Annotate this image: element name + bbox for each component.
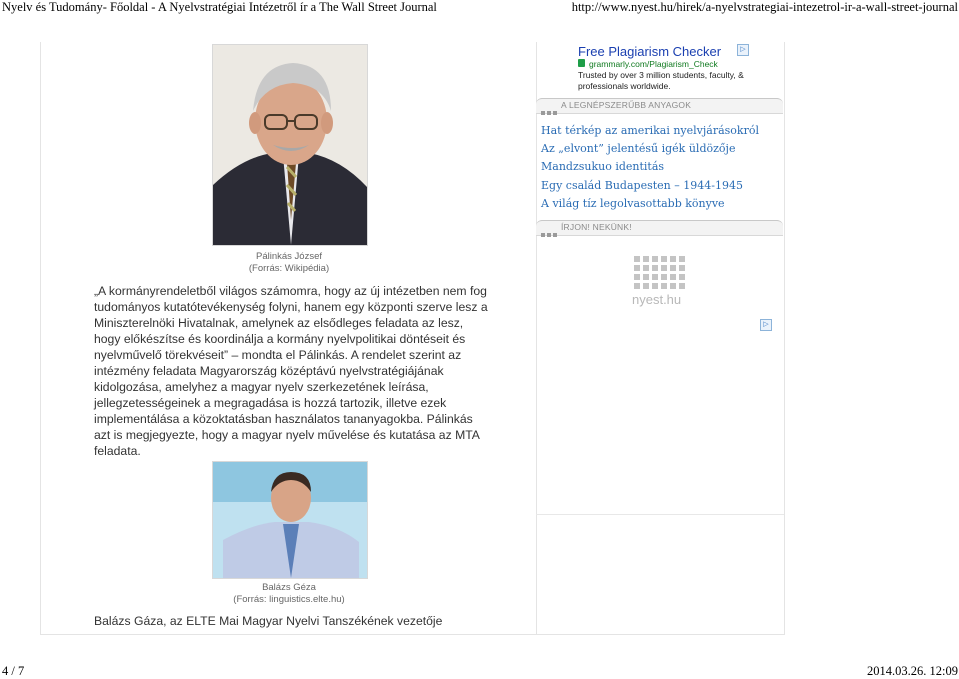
sidebar-right-border bbox=[784, 42, 785, 634]
content-left-border bbox=[40, 42, 41, 634]
photo-palinkas-jozsef bbox=[212, 44, 368, 246]
article-subheading: Balázs Gáza, az ELTE Mai Magyar Nyelvi Tanszékének vezetője bbox=[94, 614, 443, 628]
popular-links-list bbox=[541, 122, 759, 213]
popular-link[interactable]: Egy család Budapesten – 1944-1945 bbox=[541, 178, 743, 192]
popular-link[interactable]: Mandzsukuo identitás bbox=[541, 160, 665, 174]
ad-choices-icon[interactable]: ▷ bbox=[737, 44, 749, 56]
ad-url-link[interactable]: grammarly.com/Plagiarism_Check bbox=[589, 59, 718, 69]
ad-choices-icon-2[interactable]: ▷ bbox=[760, 319, 772, 331]
nyest-logo[interactable] bbox=[632, 254, 692, 310]
print-header-url[interactable]: http://www.nyest.hu/hirek/a-nyelvstrategiai-intezetrol-ir-a-wall-street-journal bbox=[571, 0, 958, 14]
bullet-dots-icon bbox=[541, 224, 559, 242]
popular-link[interactable]: Az „elvont” jelentésű igék üldözője bbox=[541, 142, 736, 156]
sidebar-separator bbox=[536, 514, 784, 515]
sidebar-left-border bbox=[536, 42, 537, 634]
write-us-section-header bbox=[536, 220, 783, 236]
popular-link[interactable]: A világ tíz legolvasottabb könyve bbox=[541, 196, 725, 210]
article-body-paragraph: „A kormányrendeletből világos számomra, hogy az új intézetben nem fog tudományos kutatótevékenység folyni, hanem egy központi szerve lesz a Miniszterelnöki Hivatalnak, amelynek az elsődleges feladata az lesz, hogy előkészítse és koordinálja a kormány nyelvpolitikai döntéseit és nyelvművelő törekvéseit” – mondta el Pálinkás. A rendelet szerint az intézmény feladata Magyarország középtávú nyelvstratégiájának kidolgozása, amelyhez a magyar nyelv szerkezetének leírása, jellegzetességeinek a megragadása is hozzá tartozik, illetve ezek implementálása a közoktatásban használatos tananyagokba. Pálinkás azt is megjegyezte, hogy a magyar nyelv művelése és kutatása az MTA feladata. bbox=[94, 284, 488, 458]
photo1-caption bbox=[169, 251, 409, 275]
ad-title-link[interactable]: Free Plagiarism Checker bbox=[578, 44, 722, 59]
ad-favicon-icon bbox=[578, 59, 585, 67]
popular-link[interactable]: Hat térkép az amerikai nyelvjárásokról bbox=[541, 124, 759, 137]
photo1-caption-name: Pálinkás József bbox=[255, 251, 322, 262]
logo-wordmark: nyest.hu bbox=[632, 292, 682, 307]
ad-description: Trusted by over 3 million students, faculty, & professionals worldwide. bbox=[578, 70, 744, 91]
photo2-caption bbox=[169, 582, 409, 606]
content-bottom-border bbox=[40, 634, 785, 635]
write-us-title[interactable]: ÍRJON! NEKÜNK! bbox=[561, 222, 632, 232]
print-header-title: Nyelv és Tudomány- Főoldal - A Nyelvstratégiai Intézetről ír a The Wall Street Journal bbox=[2, 0, 437, 14]
print-footer-page: 4 / 7 bbox=[2, 664, 25, 678]
portrait-image-2 bbox=[213, 462, 367, 578]
print-footer-datetime: 2014.03.26. 12:09 bbox=[867, 664, 958, 678]
bullet-dots-icon bbox=[541, 102, 559, 120]
photo-balazs-geza bbox=[212, 461, 368, 579]
photo2-caption-source: (Forrás: linguistics.elte.hu) bbox=[233, 594, 345, 605]
photo1-caption-source: (Forrás: Wikipédia) bbox=[248, 263, 330, 274]
photo2-caption-name: Balázs Géza bbox=[262, 582, 316, 593]
popular-section-header bbox=[536, 98, 783, 114]
portrait-image bbox=[213, 45, 367, 245]
nyest-logo-icon bbox=[632, 254, 692, 310]
popular-section-title: A LEGNÉPSZERŰBB ANYAGOK bbox=[561, 100, 692, 110]
